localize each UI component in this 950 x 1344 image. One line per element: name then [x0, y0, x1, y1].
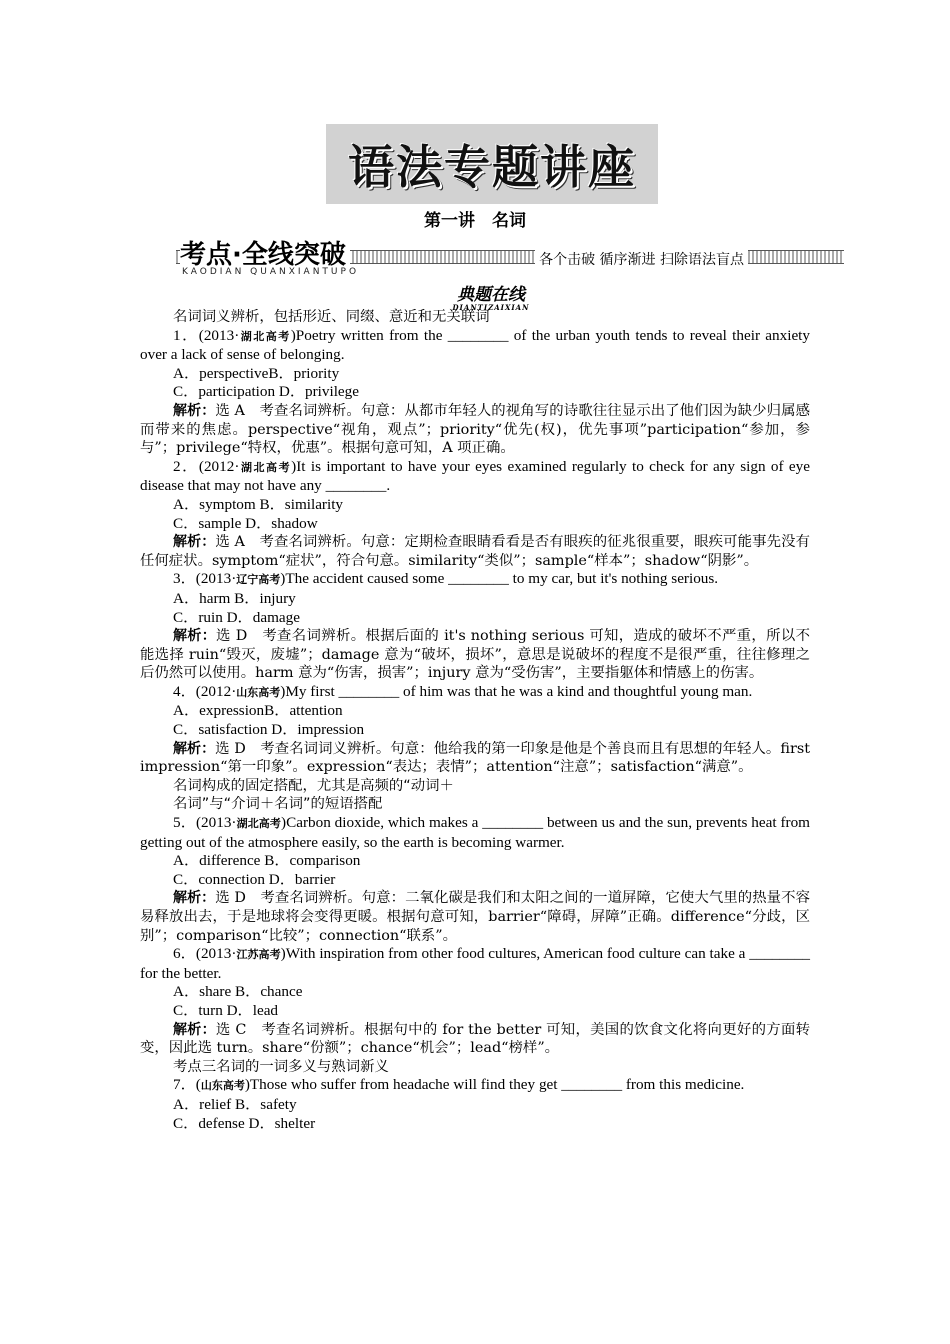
options-cd: C．participation D．privilege: [173, 383, 360, 401]
question-6: [140, 945, 810, 983]
question-3: [140, 570, 810, 590]
question-stem: )Carbon dioxide, which makes a ________ between us and the sun, prevents heat from getting out of the atmosphere easily, so the earth is becoming warmer.: [140, 814, 810, 851]
question-source: 山东高考: [200, 1079, 245, 1093]
question-number: 2．(2012·: [173, 457, 240, 475]
question-source: 山东高考: [236, 685, 281, 699]
question-number: 6．(2013·: [173, 945, 237, 963]
options-cd: C．sample D．shadow: [173, 514, 318, 532]
question-stem: )My first ________ of him was that he was a kind and thoughtful young man.: [280, 682, 753, 700]
analysis-4: [140, 740, 810, 777]
topic-heading-3: 考点三名词的一词多义与熟词新义: [173, 1058, 389, 1075]
page-title: 语法专题讲座: [348, 140, 636, 194]
question-number: 4．(2012·: [173, 682, 237, 700]
options-ab: A．relief B．safety: [173, 1095, 297, 1113]
section-motto: 各个击破 循序渐进 扫除语法盲点: [535, 249, 748, 269]
options-ab: [140, 702, 810, 721]
question-source: 江苏高考: [236, 948, 281, 962]
question-number: 7．(: [173, 1076, 201, 1094]
question-number: 1．(2013·: [173, 326, 240, 344]
options-cd: C．satisfaction D．impression: [173, 721, 365, 739]
options-ab: A．share B．chance: [173, 983, 303, 1001]
analysis-label: 解析：: [173, 402, 216, 419]
question-2: [140, 458, 810, 496]
analysis-label: 解析：: [173, 890, 216, 907]
topic-heading-2a: 名词构成的固定搭配，尤其是高频的“动词＋: [173, 777, 454, 794]
question-source: 湖北高考: [239, 460, 292, 474]
option-a: A．expression: [173, 702, 265, 720]
section-title: 考点·全线突破: [180, 234, 350, 271]
question-body: [140, 308, 810, 1133]
analysis-text: 选 A 考查名词辨析。句意：从都市年轻人的视角写的诗歌往往显示出了他们因为缺少归属感而带来的焦虑。perspective“视角，观点”；priority“优先(权)，优先事项”participation“参加，参与”；privilege“特权，优惠”。根据句意可知，A 项正确。: [140, 402, 810, 457]
typical-pinyin: DIANTIZAIXIAN: [452, 303, 530, 312]
question-stem: )It is important to have your eyes examined regularly to check for any sign of eye disease that may not have any ________.: [140, 457, 811, 495]
lecture-title: 第一讲 名词: [424, 211, 526, 231]
analysis-label: 解析：: [173, 740, 216, 757]
question-5: [140, 814, 810, 852]
question-stem: )With inspiration from other food cultures, American food culture can take a ________ for the better.: [140, 945, 811, 982]
analysis-1: [140, 402, 810, 458]
analysis-text: 选 A 考查名词辨析。句意：定期检查眼睛看看是否有眼疾的征兆很重要，眼疾可能事先没有任何症状。symptom“症状”，符合句意。similarity“类似”；sample“样本”；shadow“阴影”。: [140, 534, 810, 569]
section-header: [176, 236, 844, 278]
question-stem: )Those who suffer from headache will find they get ________ from this medicine.: [244, 1076, 745, 1094]
options-ab: A．harm B．injury: [173, 589, 296, 607]
options-cd: C．connection D．barrier: [173, 870, 336, 888]
question-source: 湖北高考: [236, 817, 282, 831]
analysis-3: [140, 627, 810, 683]
question-source: 辽宁高考: [236, 573, 281, 587]
analysis-text: 选 D 考查名词辨析。根据后面的 it's nothing serious 可知，造成的破坏不严重，所以不能选择 ruin“毁灭，废墟”；damage 意为“破坏，损坏”，意思是说破坏的程度不是很严重，往往修理之后仍然可以使用。harm 意为“伤害，损害”；injury 意为“受伤害”，主要指躯体和情感上的伤害。: [140, 628, 811, 682]
analysis-label: 解析：: [173, 628, 217, 645]
question-stem: )The accident caused some ________ to my car, but it's nothing serious.: [280, 570, 719, 588]
options-cd: C．ruin D．damage: [173, 608, 300, 626]
analysis-text: 选 C 考查名词辨析。根据句中的 for the better 可知，美国的饮食文化将向更好的方面转变，因此选 turn。share“份额”；chance“机会”；lead“榜样”。: [140, 1021, 811, 1057]
options-ab: A．symptom B．similarity: [173, 495, 344, 513]
option-b: B．priority: [268, 364, 340, 382]
question-source: 湖北高考: [239, 329, 291, 343]
question-1: [140, 327, 810, 365]
question-stem: )Poetry written from the ________ of the urban youth tends to reveal their anxiety over a lack of sense of belonging.: [140, 326, 810, 364]
option-a: A．perspective: [173, 364, 269, 382]
question-number: 3．(2013·: [173, 570, 237, 588]
options-ab: A．difference B．comparison: [173, 852, 361, 870]
section-pinyin: KAODIAN QUANXIANTUPO: [182, 267, 360, 277]
topic-heading-2b: 名词”与“介词＋名词”的短语搭配: [173, 796, 383, 813]
analysis-label: 解析：: [173, 534, 216, 551]
analysis-label: 解析：: [173, 1021, 216, 1038]
analysis-text: 选 D 考查名词辨析。句意：二氧化碳是我们和太阳之间的一道屏障，它使大气里的热量不容易释放出去，于是地球将会变得更暖。根据句意可知，barrier“障碍，屏障”正确。difference“分歧，区别”；comparison“比较”；connection“联系”。: [140, 890, 811, 944]
analysis-2: [140, 533, 810, 570]
analysis-6: [140, 1021, 810, 1058]
options-cd: C．turn D．lead: [173, 1001, 279, 1019]
analysis-5: [140, 889, 810, 945]
typical-title: 典题在线: [457, 285, 525, 305]
option-b: B．attention: [264, 702, 343, 720]
question-4: [140, 683, 810, 703]
topic-heading-1: 名词词义辨析，包括形近、同缀、意近和无关联词: [173, 309, 490, 325]
question-7: [140, 1076, 810, 1096]
question-number: 5．(2013·: [173, 814, 237, 832]
options-ab: [140, 365, 810, 384]
title-banner: [326, 124, 658, 204]
analysis-text: 选 D 考查名词词义辨析。句意：他给我的第一印象是他是个善良而且有思想的年轻人。first impression“第一印象”。expression“表达；表情”；attention“注意”；satisfaction“满意”。: [140, 740, 811, 776]
options-cd: C．defense D．shelter: [173, 1114, 316, 1132]
